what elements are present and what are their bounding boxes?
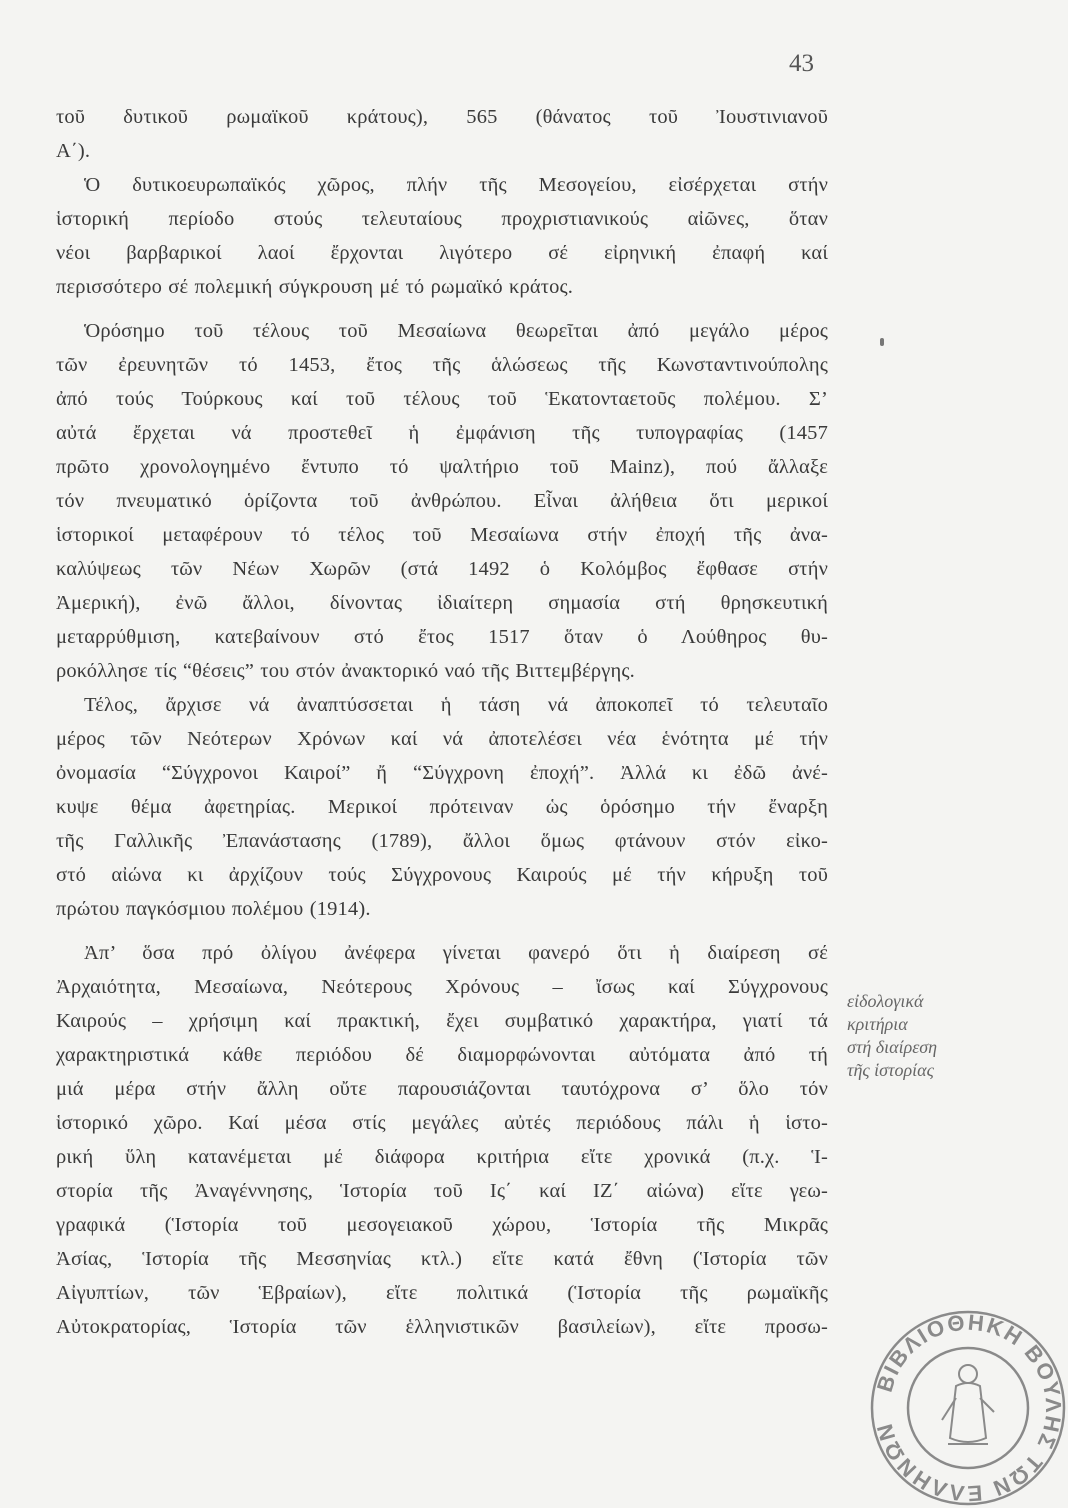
- text-line: μεταρρύθμιση, κατεβαίνουν στό ἔτος 1517 ὅταν ὁ Λούθηρος θυ-: [56, 626, 828, 648]
- text-line: τῶν ἐρευνητῶν τό 1453, ἔτος τῆς ἁλώσεως τῆς Κωνσταντινούπολης: [56, 354, 828, 376]
- text-line: τοῦ δυτικοῦ ρωμαϊκοῦ κράτους), 565 (θάνατος τοῦ Ἰουστινιανοῦ: [56, 106, 828, 128]
- margin-note: [847, 990, 1027, 1082]
- body-text: [56, 100, 828, 1344]
- text-line: Α΄).: [56, 140, 91, 162]
- text-line: πρῶτο χρονολογημένο ἔντυπο τό ψαλτήριο τοῦ Mainz), πού ἄλλαξε: [56, 456, 828, 478]
- text-line: στό αἰώνα κι ἀρχίζουν τούς Σύγχρονους Καιρούς μέ τήν κήρυξη τοῦ: [56, 864, 828, 886]
- text-line: Καιρούς – χρήσιμη καί πρακτική, ἔχει συμβατικό χαρακτήρα, γιατί τά: [56, 1010, 828, 1032]
- text-line: ἱστορική περίοδο στούς τελευταίους προχριστιανικούς αἰῶνες, ὅταν: [56, 208, 828, 230]
- library-stamp: [868, 1308, 1068, 1508]
- text-line: αὐτά ἔρχεται νά προστεθεῖ ἡ ἐμφάνιση τῆς τυπογραφίας (1457: [56, 422, 828, 444]
- text-line: στορία τῆς Ἀναγέννησης, Ἱστορία τοῦ Ις΄ καί ΙΖ΄ αἰώνα) εἴτε γεω-: [56, 1180, 828, 1202]
- text-line: Ὁ δυτικοευρωπαϊκός χῶρος, πλήν τῆς Μεσογείου, εἰσέρχεται στήν: [84, 174, 828, 196]
- text-line: πρώτου παγκόσμιου πολέμου (1914).: [56, 898, 371, 920]
- text-line: Αἰγυπτίων, τῶν Ἑβραίων), εἴτε πολιτικά (Ἱστορία τῆς ρωμαϊκῆς: [56, 1282, 828, 1304]
- page-number: 43: [789, 50, 814, 77]
- text-line: ἱστορικοί μεταφέρουν τό τέλος τοῦ Μεσαίωνα στήν ἐποχή τῆς ἀνα-: [56, 524, 828, 546]
- ink-mark: [880, 338, 884, 346]
- text-line: ἱστορικό χῶρο. Καί μέσα στίς μεγάλες αὐτές περιόδους πάλι ἡ ἱστο-: [56, 1112, 828, 1134]
- text-line: Ἀσίας, Ἱστορία τῆς Μεσσηνίας κτλ.) εἴτε κατά ἔθνη (Ἱστορία τῶν: [56, 1248, 828, 1270]
- text-line: Ἀρχαιότητα, Μεσαίωνα, Νεότερους Χρόνους – ἴσως καί Σύγχρονους: [56, 976, 828, 998]
- text-line: Ὁρόσημο τοῦ τέλους τοῦ Μεσαίωνα θεωρεῖται ἀπό μεγάλο μέρος: [84, 320, 828, 342]
- margin-note-line: τῆς ἱστορίας: [847, 1060, 934, 1080]
- text-line: μιά μέρα στήν ἄλλη οὔτε παρουσιάζονται ταυτόχρονα σ’ ὅλο τόν: [56, 1078, 828, 1100]
- text-line: Αὐτοκρατορίας, Ἱστορία τῶν ἑλληνιστικῶν βασιλείων), εἴτε προσω-: [56, 1316, 828, 1338]
- stamp-figure-icon: [942, 1365, 994, 1444]
- margin-note-line: στή διαίρεση: [847, 1037, 938, 1057]
- text-line: ὀνομασία “Σύγχρονοι Καιροί” ἤ “Σύγχρονη ἐποχή”. Ἀλλά κι ἐδῶ ἀνέ-: [56, 762, 828, 784]
- text-line: περισσότερο σέ πολεμική σύγκρουση μέ τό ρωμαϊκό κράτος.: [56, 276, 574, 298]
- text-line: νέοι βαρβαρικοί λαοί ἔρχονται λιγότερο σέ εἰρηνική ἐπαφή καί: [56, 242, 828, 264]
- text-line: ἀπό τούς Τούρκους καί τοῦ τέλους τοῦ Ἑκατονταετοῦς πολέμου. Σ’: [56, 388, 828, 410]
- text-line: τόν πνευματικό ὁρίζοντα τοῦ ἀνθρώπου. Εἶναι ἀλήθεια ὅτι μερικοί: [56, 490, 828, 512]
- text-line: Ἀπ’ ὅσα πρό ὀλίγου ἀνέφερα γίνεται φανερό ὅτι ἡ διαίρεση σέ: [84, 942, 828, 964]
- text-line: τῆς Γαλλικῆς Ἐπανάστασης (1789), ἄλλοι ὅμως φτάνουν στόν εἰκο-: [56, 830, 828, 852]
- text-line: κυψε θέμα ἀφετηρίας. Μερικοί πρότειναν ὡς ὁρόσημο τήν ἔναρξη: [56, 796, 828, 818]
- text-line: καλύψεως τῶν Νέων Χωρῶν (στά 1492 ὁ Κολόμβος ἔφθασε στήν: [56, 558, 828, 580]
- text-line: γραφικά (Ἱστορία τοῦ μεσογειακοῦ χώρου, Ἱστορία τῆς Μικρᾶς: [56, 1214, 828, 1236]
- margin-note-line: κριτήρια: [847, 1014, 908, 1034]
- text-line: Τέλος, ἄρχισε νά ἀναπτύσσεται ἡ τάση νά ἀποκοπεῖ τό τελευταῖο: [84, 694, 828, 716]
- margin-note-line: εἰδολογικά: [847, 991, 924, 1011]
- text-line: μέρος τῶν Νεότερων Χρόνων καί νά ἀποτελέσει νέα ἑνότητα μέ τήν: [56, 728, 828, 750]
- stamp-text: ΒΙΒΛΙΟΘΗΚΗ ΒΟΥΛΗΣ ΤΩΝ ΕΛΛΗΝΩΝ: [871, 1309, 1067, 1507]
- text-line: χαρακτηριστικά κάθε περιόδου δέ διαμορφώνονται αὐτόματα ἀπό τή: [56, 1044, 828, 1066]
- text-line: Ἀμερική), ἐνῶ ἄλλοι, δίνοντας ἰδιαίτερη σημασία στή θρησκευτική: [56, 592, 828, 614]
- text-line: ροκόλλησε τίς “θέσεις” του στόν ἀνακτορικό ναό τῆς Βιττεμβέργης.: [56, 660, 635, 682]
- text-line: ρική ὕλη κατανέμεται μέ διάφορα κριτήρια εἴτε χρονικά (π.χ. Ἱ-: [56, 1146, 828, 1168]
